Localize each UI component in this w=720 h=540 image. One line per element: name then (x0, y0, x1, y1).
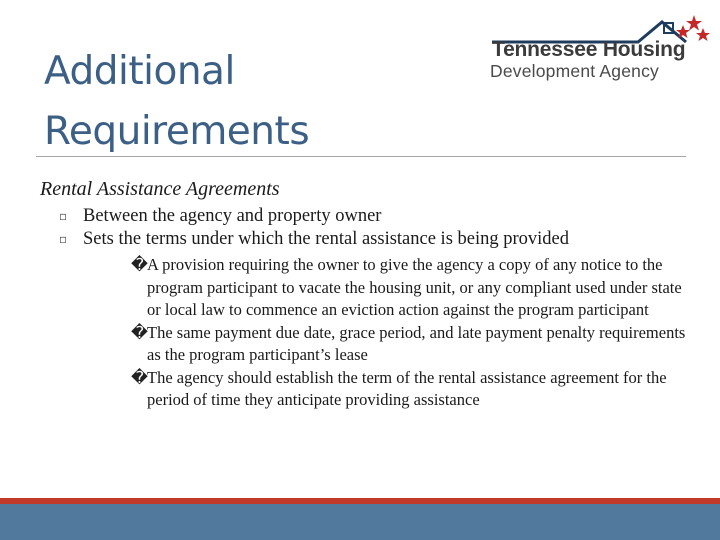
sub-bullet-marker: � (131, 367, 148, 387)
sub-bullet-text: The same payment due date, grace period, and late payment penalty requirements as the program participant’s lease (147, 322, 686, 364)
section-heading: Rental Assistance Agreements (40, 178, 280, 200)
sub-bullet-marker: � (131, 322, 148, 342)
bullet-marker: ▫ (59, 232, 68, 246)
sub-bullet-item (83, 367, 690, 412)
bullet-list (40, 205, 690, 412)
bullet-marker: ▫ (59, 209, 68, 223)
sub-bullet-text: A provision requiring the owner to give the agency a copy of any notice to the program participant to vacate the housing unit, or any compliant used under state or local law to commence an eviction action against the program participant (147, 255, 682, 319)
bullet-text: Sets the terms under which the rental assistance is being provided (83, 229, 570, 249)
footer-band (0, 504, 720, 540)
bullet-text: Between the agency and property owner (83, 206, 382, 226)
bullet-item (40, 205, 690, 228)
sub-bullet-marker: � (131, 255, 148, 274)
sub-bullet-list (83, 254, 690, 412)
bullet-item (40, 228, 690, 412)
title-line-2: Requirements (44, 109, 310, 154)
title-divider (36, 156, 686, 157)
logo-text-line-2: Development Agency (490, 61, 659, 81)
slide-content (40, 176, 690, 412)
logo-text-line-1: Tennessee Housing (492, 38, 686, 61)
title-line-1: Additional (44, 49, 235, 94)
agency-logo (488, 14, 710, 84)
sub-bullet-item (83, 322, 690, 367)
slide-title (44, 42, 464, 162)
sub-bullet-item (83, 254, 690, 322)
sub-bullet-text: The agency should establish the term of the rental assistance agreement for the period of time they anticipate providing assistance (147, 367, 667, 409)
